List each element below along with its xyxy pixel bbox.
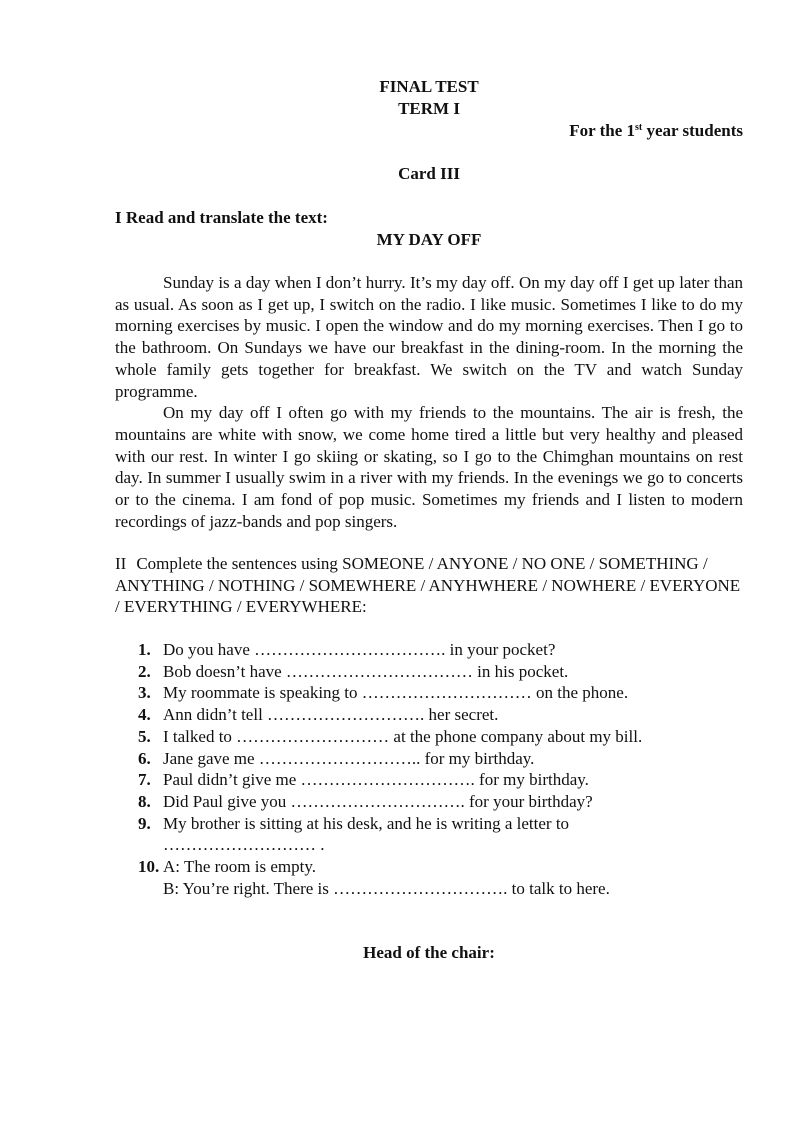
test-title: FINAL TEST (379, 77, 479, 96)
list-item (115, 639, 743, 661)
list-item (115, 661, 743, 683)
item-text: Jane gave me ……………………….. for my birthday. (163, 748, 535, 768)
task2-text: Complete the sentences using SOMEONE / ANYONE / NO ONE / SOMETHING / ANYTHING / NOTHING / SOMEWHERE / ANYHWHERE / NOWHERE / EVERYONE / EVERYTHING / EVERYWHERE: (115, 554, 741, 617)
task2-number: II (115, 554, 127, 573)
item-number: 8. (138, 791, 151, 811)
sentence-list (115, 639, 743, 899)
item-number: 7. (138, 770, 151, 790)
audience-line (569, 120, 743, 142)
item-number: 6. (138, 748, 151, 768)
item-text: Paul didn’t give me …………………………. for my birthday. (163, 770, 589, 790)
item-number: 3. (138, 683, 151, 703)
item-text: Ann didn’t tell ………………………. her secret. (163, 705, 499, 725)
task1-heading: I Read and translate the text: (115, 208, 328, 227)
item-continuation: B: You’re right. There is …………………………. to talk to here. (163, 878, 610, 898)
item-number: 1. (138, 640, 151, 659)
item-continuation: ……………………… . (163, 835, 325, 855)
list-item (115, 856, 743, 899)
list-item (115, 704, 743, 726)
head-of-chair: Head of the chair: (363, 943, 495, 962)
text-title: MY DAY OFF (376, 230, 482, 249)
list-item (115, 791, 743, 813)
item-number: 5. (138, 726, 151, 746)
item-text: My roommate is speaking to ………………………… on the phone. (163, 683, 629, 703)
item-text: Did Paul give you …………………………. for your birthday? (163, 791, 593, 811)
list-item (115, 726, 743, 748)
item-text: Bob doesn’t have …………………………… in his pocket. (163, 661, 569, 681)
passage-paragraph: On my day off I often go with my friends to the mountains. The air is fresh, the mountains are white with snow, we come home tired a little but very healthy and pleased with our rest. In winter I go skiing or skating, so I go to the Chimghan mountains on rest day. In summer I usually swim in a river with my friends. In the evenings we go to concerts or to the cinema. I am fond of pop music. Sometimes my friends and I listen to modern recordings of jazz-bands and pop singers. (115, 403, 743, 531)
passage-paragraph: Sunday is a day when I don’t hurry. It’s my day off. On my day off I get up later than as usual. As soon as I get up, I switch on the radio. I like music. Sometimes I like to do my morning exercises by music. I open the window and do my morning exercises. Then I go to the bathroom. On Sundays we have our breakfast in the dining-room. In the morning the whole family gets together for breakfast. We switch on the TV and watch Sunday programme. (115, 273, 743, 401)
list-item (115, 748, 743, 770)
reading-passage (115, 272, 743, 532)
item-text: A: The room is empty. (163, 857, 316, 877)
term-title: TERM I (398, 98, 460, 118)
item-text: My brother is sitting at his desk, and he is writing a letter to (163, 813, 570, 833)
list-item (115, 813, 743, 856)
list-item (115, 682, 743, 704)
audience-suffix: year students (642, 121, 743, 140)
item-number: 4. (138, 705, 151, 725)
item-number: 10. (138, 857, 160, 877)
title-block (115, 76, 743, 119)
list-item (115, 769, 743, 791)
audience-ordinal: st (635, 122, 643, 133)
item-text: Do you have ……………………………. in your pocket? (163, 640, 556, 659)
audience-prefix: For the 1 (569, 121, 636, 140)
item-number: 2. (138, 661, 151, 681)
item-number: 9. (138, 813, 151, 833)
card-number: Card III (398, 164, 460, 183)
item-text: I talked to ……………………… at the phone company about my bill. (163, 726, 643, 746)
task2-instruction (115, 553, 743, 618)
